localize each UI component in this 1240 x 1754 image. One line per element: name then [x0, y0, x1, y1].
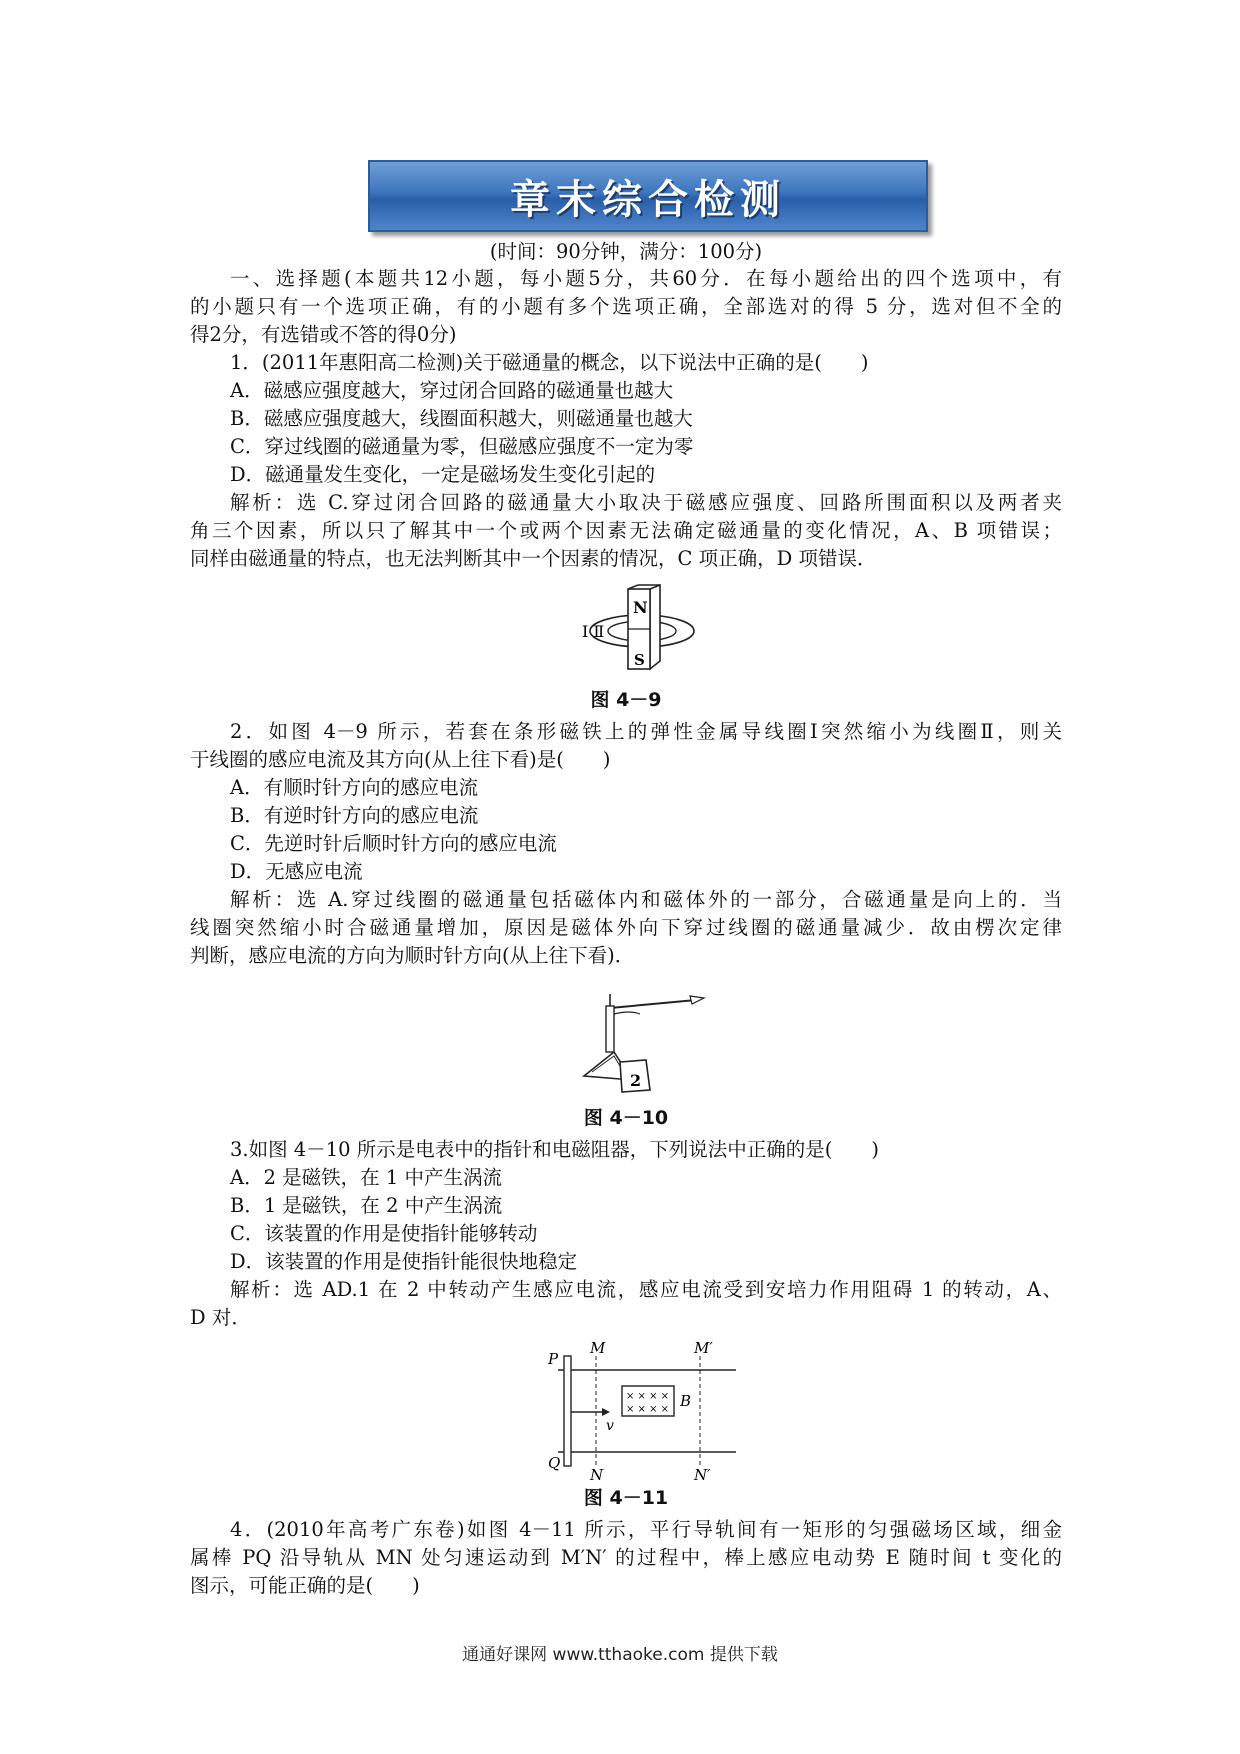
label-q: Q: [548, 1454, 561, 1472]
q1-option-c: C．穿过线圈的磁通量为零，但磁感应强度不一定为零: [230, 435, 694, 458]
label-m: M: [590, 1339, 606, 1357]
q2-stem-line-2: 于线圈的感应电流及其方向(从上往下看)是( ): [190, 748, 611, 771]
pointer-needle: [610, 1000, 696, 1008]
label-n-prime: N′: [694, 1466, 711, 1484]
q1-stem: 1．(2011年惠阳高二检测)关于磁通量的概念，以下说法中正确的是( ): [230, 351, 869, 374]
q2-option-d: D．无感应电流: [230, 860, 363, 883]
q4-stem-line-2: 属棒 PQ 沿导轨从 MN 处匀速运动到 M′N′ 的过程中，棒上感应电动势 E 随时间 t 变化的: [190, 1546, 1062, 1569]
section-intro-line-1: 一、选择题(本题共12小题，每小题5分，共60分．在每小题给出的四个选项中，有: [230, 267, 1062, 290]
figure-4-11-rails-field: [548, 1339, 748, 1484]
bar-magnet-side: [650, 585, 660, 669]
label-2: 2: [630, 1071, 642, 1090]
pole-n-label: N: [633, 598, 648, 617]
page-title: 章末综合检测: [510, 176, 786, 223]
q2-analysis-line-2: 线圈突然缩小时合磁通量增加，原因是磁体外向下穿过线圈的磁通量减少．故由楞次定律: [190, 916, 1062, 939]
q4-stem-line-1: 4．(2010年高考广东卷)如图 4－11 所示，平行导轨间有一矩形的匀强磁场区域，细金: [230, 1518, 1062, 1541]
metal-rod-pq: [564, 1356, 571, 1466]
label-p: P: [548, 1350, 559, 1368]
q3-option-a: A．2 是磁铁，在 1 中产生涡流: [230, 1166, 502, 1189]
footer-source: 通通好课网 www.tthaoke.com 提供下载: [462, 1645, 778, 1665]
title-banner: [368, 160, 928, 232]
q3-analysis-line-2: D 对．: [190, 1306, 251, 1329]
q1-analysis-line-1: 解析：选 C.穿过闭合回路的磁通量大小取决于磁感应强度、回路所围面积以及两者夹: [230, 491, 1062, 514]
q1-option-a: A．磁感应强度越大，穿过闭合回路的磁通量也越大: [230, 379, 674, 402]
field-crosses-row-2: × × × ×: [626, 1404, 670, 1415]
q2-option-b: B．有逆时针方向的感应电流: [230, 804, 479, 827]
field-crosses-row-1: × × × ×: [626, 1391, 670, 1402]
figure-4-9-caption: 图 4－9: [590, 689, 662, 711]
q1-option-b: B．磁感应强度越大，线圈面积越大，则磁通量也越大: [230, 407, 693, 430]
q3-stem: 3.如图 4－10 所示是电表中的指针和电磁阻器，下列说法中正确的是( ): [230, 1138, 879, 1161]
figure-4-9-magnet-coil: [570, 585, 710, 680]
q2-analysis-line-1: 解析：选 A.穿过线圈的磁通量包括磁体内和磁体外的一部分，合磁通量是向上的．当: [230, 888, 1062, 911]
q3-option-b: B．1 是磁铁，在 2 中产生涡流: [230, 1194, 503, 1217]
q2-stem-line-1: 2．如图 4－9 所示，若套在条形磁铁上的弹性金属导线圈Ⅰ突然缩小为线圈Ⅱ，则关: [230, 720, 1062, 743]
figure-4-11-caption: 图 4－11: [583, 1487, 669, 1509]
q1-option-d: D．磁通量发生变化，一定是磁场发生变化引起的: [230, 463, 656, 486]
section-intro-line-2: 的小题只有一个选项正确，有的小题有多个选项正确，全部选对的得 5 分，选对但不全的: [190, 295, 1062, 318]
figure-4-10-meter-damper: [570, 990, 710, 1100]
q4-stem-line-3: 图示，可能正确的是( ): [190, 1574, 420, 1597]
q2-analysis-line-3: 判断，感应电流的方向为顺时针方向(从上往下看)．: [190, 944, 635, 967]
coil-labels: Ⅰ Ⅱ: [582, 622, 605, 641]
label-v: v: [606, 1418, 614, 1434]
label-n: N: [590, 1466, 604, 1484]
q2-option-a: A．有顺时针方向的感应电流: [230, 776, 479, 799]
q3-option-d: D．该装置的作用是使指针能很快地稳定: [230, 1250, 578, 1273]
q2-option-c: C．先逆时针后顺时针方向的感应电流: [230, 832, 557, 855]
pole-s-label: S: [634, 651, 645, 669]
exam-info: (时间：90分钟，满分：100分): [489, 240, 763, 263]
q3-analysis-line-1: 解析：选 AD.1 在 2 中转动产生感应电流，感应电流受到安培力作用阻碍 1 的转动，A、: [230, 1278, 1062, 1301]
section-intro-line-3: 得2分，有选错或不答的得0分): [190, 323, 457, 346]
q3-option-c: C．该装置的作用是使指针能够转动: [230, 1222, 538, 1245]
label-m-prime: M′: [694, 1339, 713, 1357]
velocity-arrow: [602, 1408, 610, 1416]
q1-analysis-line-3: 同样由磁通量的特点，也无法判断其中一个因素的情况，C 项正确，D 项错误．: [190, 547, 877, 570]
figure-4-10-caption: 图 4－10: [583, 1107, 669, 1129]
pivot-shaft: [606, 1006, 614, 1052]
q1-analysis-line-2: 角三个因素，所以只了解其中一个或两个因素无法确定磁通量的变化情况，A、B 项错误；: [190, 519, 1062, 542]
label-b: B: [680, 1392, 692, 1410]
